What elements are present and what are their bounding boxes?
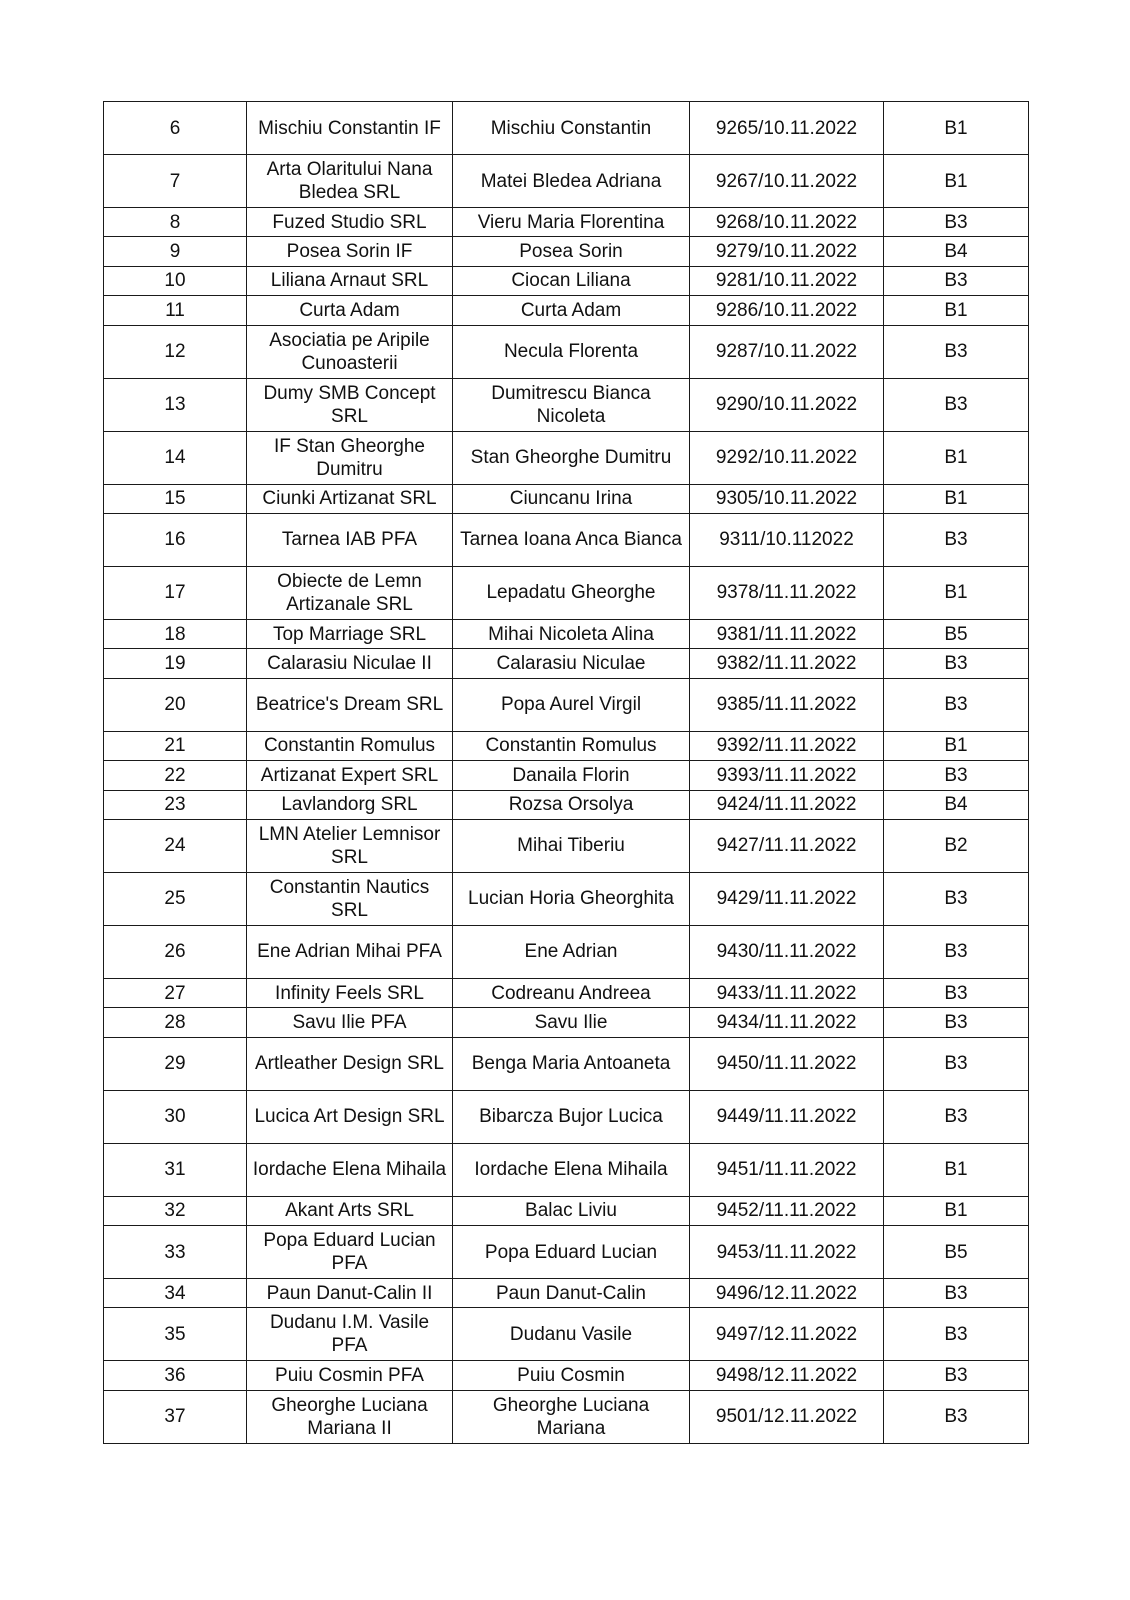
cell-registration: 9305/10.11.2022 — [690, 484, 884, 513]
cell-category: B1 — [884, 102, 1029, 155]
cell-category: B3 — [884, 678, 1029, 731]
cell-person: Stan Gheorghe Dumitru — [453, 431, 690, 484]
cell-category: B3 — [884, 1279, 1029, 1308]
cell-person: Balac Liviu — [453, 1196, 690, 1225]
cell-nr: 28 — [104, 1008, 247, 1037]
table-row — [104, 1037, 1029, 1090]
table-row — [104, 1008, 1029, 1037]
table-row — [104, 378, 1029, 431]
cell-category: B3 — [884, 1037, 1029, 1090]
cell-person: Iordache Elena Mihaila — [453, 1143, 690, 1196]
cell-registration: 9452/11.11.2022 — [690, 1196, 884, 1225]
cell-firm: Dudanu I.M. Vasile PFA — [247, 1308, 453, 1361]
cell-person: Vieru Maria Florentina — [453, 208, 690, 237]
table-row — [104, 925, 1029, 978]
cell-registration: 9385/11.11.2022 — [690, 678, 884, 731]
cell-nr: 8 — [104, 208, 247, 237]
cell-firm: Constantin Romulus — [247, 731, 453, 760]
cell-category: B1 — [884, 484, 1029, 513]
cell-person: Savu Ilie — [453, 1008, 690, 1037]
cell-firm: Liliana Arnaut SRL — [247, 266, 453, 295]
cell-category: B1 — [884, 1143, 1029, 1196]
cell-person: Constantin Romulus — [453, 731, 690, 760]
cell-nr: 27 — [104, 978, 247, 1007]
cell-nr: 37 — [104, 1390, 247, 1443]
cell-firm: Curta Adam — [247, 296, 453, 325]
cell-registration: 9424/11.11.2022 — [690, 790, 884, 819]
cell-category: B3 — [884, 266, 1029, 295]
cell-category: B3 — [884, 1361, 1029, 1390]
cell-category: B3 — [884, 1090, 1029, 1143]
cell-firm: Constantin Nautics SRL — [247, 872, 453, 925]
cell-nr: 12 — [104, 325, 247, 378]
cell-nr: 31 — [104, 1143, 247, 1196]
cell-nr: 21 — [104, 731, 247, 760]
cell-nr: 9 — [104, 237, 247, 266]
cell-person: Dudanu Vasile — [453, 1308, 690, 1361]
cell-registration: 9378/11.11.2022 — [690, 566, 884, 619]
cell-firm: Ciunki Artizanat SRL — [247, 484, 453, 513]
table-row — [104, 1090, 1029, 1143]
cell-person: Paun Danut-Calin — [453, 1279, 690, 1308]
cell-category: B3 — [884, 978, 1029, 1007]
cell-category: B3 — [884, 761, 1029, 790]
cell-person: Mischiu Constantin — [453, 102, 690, 155]
cell-firm: Artleather Design SRL — [247, 1037, 453, 1090]
cell-person: Benga Maria Antoaneta — [453, 1037, 690, 1090]
table-row — [104, 678, 1029, 731]
cell-registration: 9451/11.11.2022 — [690, 1143, 884, 1196]
records-table — [103, 101, 1029, 1444]
cell-person: Curta Adam — [453, 296, 690, 325]
cell-registration: 9382/11.11.2022 — [690, 649, 884, 678]
cell-nr: 24 — [104, 819, 247, 872]
cell-category: B3 — [884, 925, 1029, 978]
cell-category: B3 — [884, 208, 1029, 237]
cell-category: B3 — [884, 325, 1029, 378]
table-row — [104, 978, 1029, 1007]
table-row — [104, 872, 1029, 925]
cell-firm: Ene Adrian Mihai PFA — [247, 925, 453, 978]
cell-nr: 6 — [104, 102, 247, 155]
cell-person: Bibarcza Bujor Lucica — [453, 1090, 690, 1143]
cell-registration: 9496/12.11.2022 — [690, 1279, 884, 1308]
table-row — [104, 1361, 1029, 1390]
cell-nr: 29 — [104, 1037, 247, 1090]
cell-category: B1 — [884, 431, 1029, 484]
cell-firm: Tarnea IAB PFA — [247, 513, 453, 566]
cell-registration: 9267/10.11.2022 — [690, 155, 884, 208]
cell-category: B3 — [884, 1308, 1029, 1361]
cell-person: Popa Eduard Lucian — [453, 1226, 690, 1279]
cell-registration: 9292/10.11.2022 — [690, 431, 884, 484]
cell-person: Calarasiu Niculae — [453, 649, 690, 678]
cell-nr: 7 — [104, 155, 247, 208]
table-row — [104, 1196, 1029, 1225]
cell-nr: 19 — [104, 649, 247, 678]
cell-registration: 9265/10.11.2022 — [690, 102, 884, 155]
cell-firm: Arta Olaritului Nana Bledea SRL — [247, 155, 453, 208]
cell-firm: Obiecte de Lemn Artizanale SRL — [247, 566, 453, 619]
cell-registration: 9279/10.11.2022 — [690, 237, 884, 266]
cell-firm: Fuzed Studio SRL — [247, 208, 453, 237]
cell-nr: 17 — [104, 566, 247, 619]
cell-nr: 35 — [104, 1308, 247, 1361]
cell-registration: 9450/11.11.2022 — [690, 1037, 884, 1090]
cell-firm: Iordache Elena Mihaila — [247, 1143, 453, 1196]
cell-nr: 22 — [104, 761, 247, 790]
table-row — [104, 1279, 1029, 1308]
cell-nr: 36 — [104, 1361, 247, 1390]
cell-nr: 26 — [104, 925, 247, 978]
table-row — [104, 790, 1029, 819]
table-row — [104, 484, 1029, 513]
cell-person: Dumitrescu Bianca Nicoleta — [453, 378, 690, 431]
cell-person: Ene Adrian — [453, 925, 690, 978]
cell-firm: Gheorghe Luciana Mariana II — [247, 1390, 453, 1443]
cell-firm: Lavlandorg SRL — [247, 790, 453, 819]
cell-registration: 9449/11.11.2022 — [690, 1090, 884, 1143]
cell-person: Mihai Tiberiu — [453, 819, 690, 872]
cell-registration: 9381/11.11.2022 — [690, 619, 884, 648]
cell-registration: 9268/10.11.2022 — [690, 208, 884, 237]
table-row — [104, 513, 1029, 566]
cell-firm: Paun Danut-Calin II — [247, 1279, 453, 1308]
cell-nr: 34 — [104, 1279, 247, 1308]
cell-registration: 9498/12.11.2022 — [690, 1361, 884, 1390]
cell-registration: 9433/11.11.2022 — [690, 978, 884, 1007]
cell-category: B3 — [884, 378, 1029, 431]
table-row — [104, 649, 1029, 678]
table-row — [104, 819, 1029, 872]
cell-firm: Lucica Art Design SRL — [247, 1090, 453, 1143]
cell-registration: 9427/11.11.2022 — [690, 819, 884, 872]
cell-nr: 10 — [104, 266, 247, 295]
cell-category: B3 — [884, 1008, 1029, 1037]
cell-firm: Savu Ilie PFA — [247, 1008, 453, 1037]
cell-firm: LMN Atelier Lemnisor SRL — [247, 819, 453, 872]
cell-category: B3 — [884, 513, 1029, 566]
cell-nr: 16 — [104, 513, 247, 566]
cell-person: Puiu Cosmin — [453, 1361, 690, 1390]
cell-person: Gheorghe Luciana Mariana — [453, 1390, 690, 1443]
table-row — [104, 102, 1029, 155]
table-row — [104, 155, 1029, 208]
cell-firm: Posea Sorin IF — [247, 237, 453, 266]
cell-person: Popa Aurel Virgil — [453, 678, 690, 731]
cell-person: Matei Bledea Adriana — [453, 155, 690, 208]
table-row — [104, 1226, 1029, 1279]
cell-person: Mihai Nicoleta Alina — [453, 619, 690, 648]
cell-registration: 9392/11.11.2022 — [690, 731, 884, 760]
cell-category: B4 — [884, 790, 1029, 819]
cell-registration: 9430/11.11.2022 — [690, 925, 884, 978]
cell-person: Tarnea Ioana Anca Bianca — [453, 513, 690, 566]
cell-registration: 9290/10.11.2022 — [690, 378, 884, 431]
cell-firm: Puiu Cosmin PFA — [247, 1361, 453, 1390]
cell-nr: 11 — [104, 296, 247, 325]
cell-registration: 9434/11.11.2022 — [690, 1008, 884, 1037]
table-row — [104, 325, 1029, 378]
table-row — [104, 208, 1029, 237]
cell-person: Necula Florenta — [453, 325, 690, 378]
table-row — [104, 566, 1029, 619]
table-row — [104, 296, 1029, 325]
table-row — [104, 1143, 1029, 1196]
cell-category: B1 — [884, 296, 1029, 325]
cell-category: B3 — [884, 872, 1029, 925]
cell-registration: 9286/10.11.2022 — [690, 296, 884, 325]
cell-nr: 32 — [104, 1196, 247, 1225]
table-row — [104, 619, 1029, 648]
cell-firm: Top Marriage SRL — [247, 619, 453, 648]
cell-category: B2 — [884, 819, 1029, 872]
cell-nr: 14 — [104, 431, 247, 484]
cell-nr: 30 — [104, 1090, 247, 1143]
cell-category: B4 — [884, 237, 1029, 266]
cell-firm: Asociatia pe Aripile Cunoasterii — [247, 325, 453, 378]
cell-registration: 9453/11.11.2022 — [690, 1226, 884, 1279]
table-row — [104, 731, 1029, 760]
cell-firm: Akant Arts SRL — [247, 1196, 453, 1225]
table-row — [104, 761, 1029, 790]
cell-registration: 9497/12.11.2022 — [690, 1308, 884, 1361]
cell-category: B3 — [884, 1390, 1029, 1443]
cell-nr: 23 — [104, 790, 247, 819]
cell-firm: Calarasiu Niculae II — [247, 649, 453, 678]
cell-category: B3 — [884, 649, 1029, 678]
cell-person: Lepadatu Gheorghe — [453, 566, 690, 619]
cell-registration: 9287/10.11.2022 — [690, 325, 884, 378]
cell-person: Danaila Florin — [453, 761, 690, 790]
cell-firm: Beatrice's Dream SRL — [247, 678, 453, 731]
cell-registration: 9311/10.112022 — [690, 513, 884, 566]
cell-category: B5 — [884, 1226, 1029, 1279]
cell-registration: 9393/11.11.2022 — [690, 761, 884, 790]
cell-person: Ciuncanu Irina — [453, 484, 690, 513]
cell-firm: Popa Eduard Lucian PFA — [247, 1226, 453, 1279]
cell-nr: 13 — [104, 378, 247, 431]
table-row — [104, 1308, 1029, 1361]
table-row — [104, 1390, 1029, 1443]
cell-firm: IF Stan Gheorghe Dumitru — [247, 431, 453, 484]
cell-nr: 18 — [104, 619, 247, 648]
cell-category: B5 — [884, 619, 1029, 648]
cell-person: Ciocan Liliana — [453, 266, 690, 295]
cell-nr: 15 — [104, 484, 247, 513]
cell-category: B1 — [884, 731, 1029, 760]
table-row — [104, 266, 1029, 295]
cell-firm: Infinity Feels SRL — [247, 978, 453, 1007]
cell-firm: Mischiu Constantin IF — [247, 102, 453, 155]
cell-registration: 9501/12.11.2022 — [690, 1390, 884, 1443]
cell-nr: 25 — [104, 872, 247, 925]
cell-firm: Dumy SMB Concept SRL — [247, 378, 453, 431]
table-row — [104, 431, 1029, 484]
cell-nr: 33 — [104, 1226, 247, 1279]
cell-person: Lucian Horia Gheorghita — [453, 872, 690, 925]
cell-firm: Artizanat Expert SRL — [247, 761, 453, 790]
cell-person: Codreanu Andreea — [453, 978, 690, 1007]
cell-registration: 9429/11.11.2022 — [690, 872, 884, 925]
cell-person: Rozsa Orsolya — [453, 790, 690, 819]
cell-category: B1 — [884, 566, 1029, 619]
cell-category: B1 — [884, 1196, 1029, 1225]
table-row — [104, 237, 1029, 266]
cell-person: Posea Sorin — [453, 237, 690, 266]
cell-nr: 20 — [104, 678, 247, 731]
cell-registration: 9281/10.11.2022 — [690, 266, 884, 295]
cell-category: B1 — [884, 155, 1029, 208]
